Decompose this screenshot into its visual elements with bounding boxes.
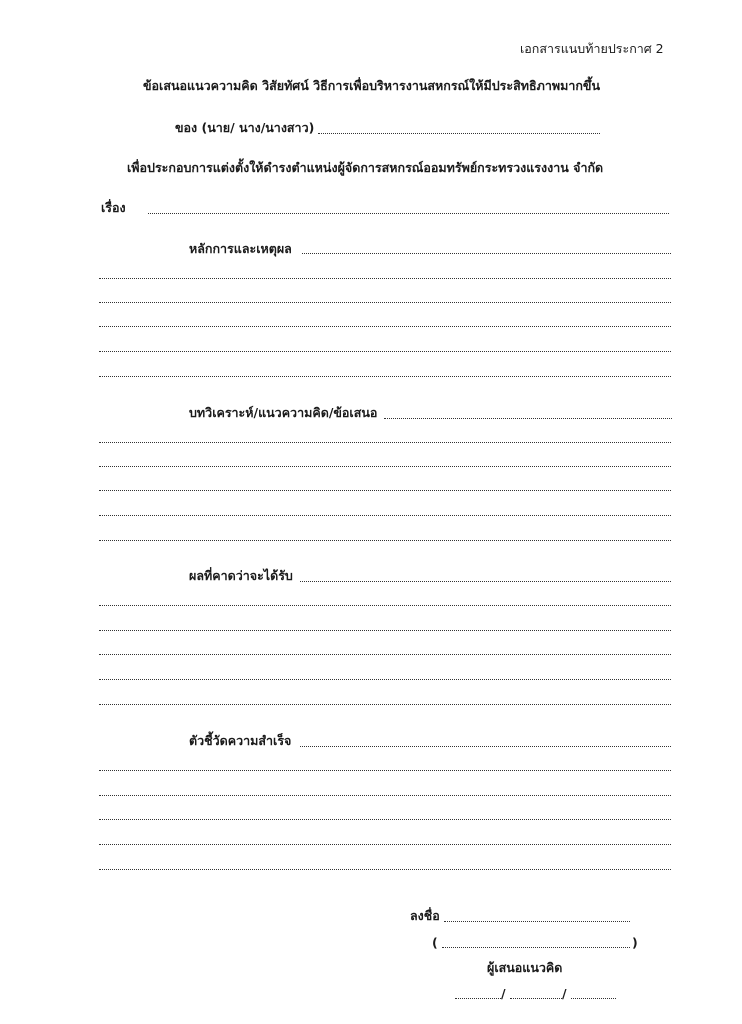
section-field-line[interactable] bbox=[99, 679, 671, 680]
section-field-line[interactable] bbox=[99, 490, 671, 491]
form-title: ข้อเสนอแนวความคิด วิสัยทัศน์ วิธีการเพื่อบริหารงานสหกรณ์ให้มีประสิทธิภาพมากขึ้น bbox=[143, 78, 601, 93]
section-field-line[interactable] bbox=[99, 278, 671, 279]
purpose-line: เพื่อประกอบการแต่งตั้งให้ดำรงตำแหน่งผู้จัดการสหกรณ์ออมทรัพย์กระทรวงแรงงาน จำกัด bbox=[127, 160, 604, 175]
date-day-field[interactable] bbox=[455, 998, 501, 999]
section-field-line[interactable] bbox=[99, 540, 671, 541]
subject-label: เรื่อง bbox=[101, 200, 126, 215]
date-year-field[interactable] bbox=[571, 998, 616, 999]
section-heading: ตัวชี้วัดความสำเร็จ bbox=[189, 733, 292, 748]
owner-name-field[interactable] bbox=[318, 133, 600, 134]
owner-label: ของ (นาย/ นาง/นางสาว) bbox=[175, 120, 315, 135]
section-field-line[interactable] bbox=[99, 704, 671, 705]
section-field-line[interactable] bbox=[99, 302, 671, 303]
section-field-line[interactable] bbox=[99, 515, 671, 516]
section-field-line[interactable] bbox=[99, 795, 671, 796]
section-heading: หลักการและเหตุผล bbox=[189, 241, 292, 256]
section-field-line[interactable] bbox=[99, 605, 671, 606]
section-field-line[interactable] bbox=[300, 581, 671, 582]
section-heading: ผลที่คาดว่าจะได้รับ bbox=[189, 568, 293, 583]
date-separator: / bbox=[501, 986, 506, 1001]
section-field-line[interactable] bbox=[99, 844, 671, 845]
section-field-line[interactable] bbox=[302, 253, 671, 254]
section-field-line[interactable] bbox=[99, 869, 671, 870]
name-close-paren: ) bbox=[632, 935, 638, 950]
attachment-label: เอกสารแนบท้ายประกาศ 2 bbox=[520, 41, 664, 56]
section-field-line[interactable] bbox=[99, 326, 671, 327]
signature-label: ลงชื่อ bbox=[410, 908, 440, 923]
date-separator: / bbox=[562, 986, 567, 1001]
section-field-line[interactable] bbox=[99, 376, 671, 377]
signature-field[interactable] bbox=[444, 921, 630, 922]
section-heading: บทวิเคราะห์/แนวความคิด/ข้อเสนอ bbox=[189, 405, 378, 420]
section-field-line[interactable] bbox=[384, 418, 672, 419]
proposer-role: ผู้เสนอแนวคิด bbox=[487, 960, 563, 975]
section-field-line[interactable] bbox=[300, 746, 671, 747]
date-month-field[interactable] bbox=[510, 998, 562, 999]
section-field-line[interactable] bbox=[99, 466, 671, 467]
subject-field[interactable] bbox=[148, 213, 669, 214]
section-field-line[interactable] bbox=[99, 819, 671, 820]
section-field-line[interactable] bbox=[99, 770, 671, 771]
printed-name-field[interactable] bbox=[442, 947, 630, 948]
section-field-line[interactable] bbox=[99, 654, 671, 655]
section-field-line[interactable] bbox=[99, 442, 671, 443]
name-open-paren: ( bbox=[432, 935, 438, 950]
section-field-line[interactable] bbox=[99, 351, 671, 352]
section-field-line[interactable] bbox=[99, 630, 671, 631]
